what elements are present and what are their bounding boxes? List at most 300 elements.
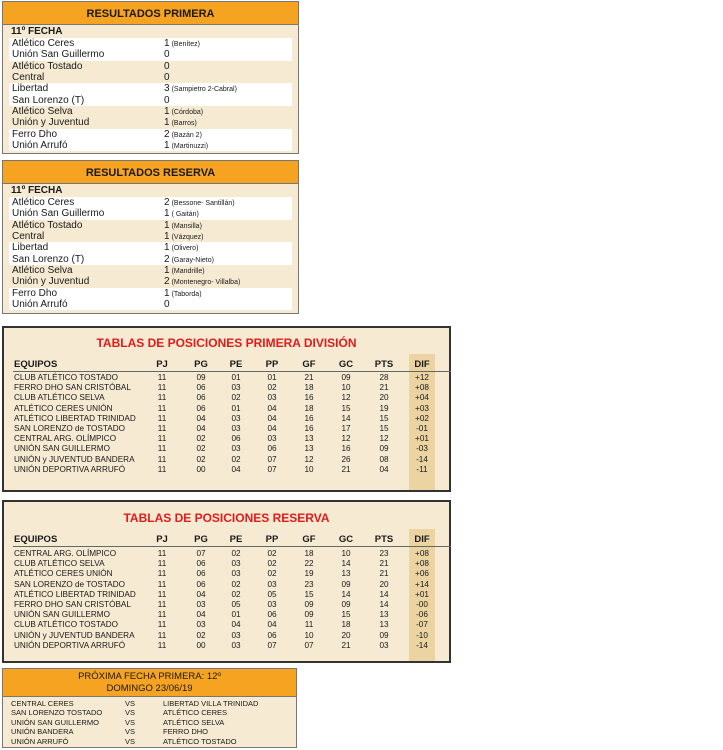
- stat-pg: 02: [196, 630, 206, 640]
- result-row: [9, 129, 292, 140]
- stat-gc: 21: [341, 464, 351, 474]
- stat-pe: 03: [231, 630, 241, 640]
- stat-pg: 00: [196, 464, 206, 474]
- column-header: GF: [302, 359, 316, 370]
- stat-pj: 11: [157, 610, 167, 620]
- tabla-reserva-title: TABLAS DE POSICIONES RESERVA: [123, 511, 330, 525]
- stat-gc: 09: [341, 600, 351, 609]
- stat-gc: 14: [341, 589, 351, 599]
- stat-pg: 04: [196, 424, 206, 433]
- stat-pts: 14: [379, 589, 389, 599]
- stat-dif: +01: [415, 434, 429, 444]
- stat-dif: +14: [415, 579, 429, 589]
- result-goals: [164, 83, 237, 95]
- stat-gf: 10: [304, 630, 314, 640]
- stat-pe: 06: [231, 434, 241, 444]
- proxima-fecha-header: [3, 669, 296, 697]
- goals-count: 2: [164, 253, 170, 265]
- stat-pg: 00: [196, 640, 206, 650]
- stat-pg: 06: [196, 579, 206, 589]
- stat-pe: 02: [231, 579, 241, 589]
- resultados-primera-list: [3, 38, 298, 151]
- stat-pj: 11: [157, 393, 167, 403]
- column-header: PTS: [374, 359, 394, 370]
- standings-row: [4, 434, 449, 444]
- stat-gc: 10: [341, 383, 351, 393]
- stat-pj: 11: [157, 454, 167, 464]
- stat-pe: 03: [231, 640, 241, 650]
- stat-gf: 16: [304, 393, 314, 403]
- stat-pg: 09: [196, 373, 206, 382]
- stat-pp: 07: [267, 464, 277, 474]
- scorers: (Córdoba): [171, 109, 204, 117]
- stat-pj: 11: [157, 579, 167, 589]
- header-divider: [13, 546, 451, 547]
- stat-pe: 02: [231, 454, 241, 464]
- resultados-reserva-fecha: 11º FECHA: [11, 185, 63, 196]
- scorers: (Mansilla): [171, 222, 202, 230]
- standings-row: [4, 641, 449, 651]
- stat-pp: 01: [267, 373, 277, 382]
- stat-pts: 20: [379, 393, 389, 403]
- result-goals: [164, 129, 202, 141]
- stat-pts: 04: [379, 464, 389, 474]
- standings-row: [4, 465, 449, 475]
- stat-gf: 10: [304, 464, 314, 474]
- goals-count: 1: [164, 117, 170, 129]
- stat-dif: +06: [415, 569, 429, 579]
- result-row: [9, 276, 292, 287]
- stat-pj: 11: [157, 600, 167, 609]
- team-name: Unión y Juventud: [12, 117, 90, 129]
- fixture-home: UNIÓN SAN GUILLERMO: [11, 717, 99, 727]
- stat-pts: 20: [379, 579, 389, 589]
- stat-pg: 04: [196, 589, 206, 599]
- fixture-away: FERRO DHO: [163, 727, 208, 737]
- stat-gf: 22: [304, 559, 314, 569]
- goals-count: 2: [164, 276, 170, 288]
- stat-dif: +08: [415, 383, 429, 393]
- stat-pe: 04: [231, 620, 241, 630]
- stat-gc: 12: [341, 434, 351, 444]
- stat-pj: 11: [157, 630, 167, 640]
- team-name: CENTRAL ARG. OLÍMPICO: [14, 434, 117, 444]
- team-name: Central: [12, 72, 45, 84]
- goals-count: 1: [164, 242, 170, 254]
- team-name: Atlético Ceres: [12, 38, 75, 49]
- goals-count: 1: [164, 208, 170, 220]
- stat-pj: 11: [157, 444, 167, 454]
- stat-dif: -10: [416, 630, 428, 640]
- proxima-fecha-date: DOMINGO 23/06/19: [106, 682, 193, 694]
- standings-row: [4, 444, 449, 454]
- stat-pg: 06: [196, 559, 206, 569]
- result-goals: [164, 299, 172, 311]
- stat-gc: 18: [341, 620, 351, 630]
- team-name: Atlético Selva: [12, 265, 73, 277]
- team-name: Ferro Dho: [12, 128, 58, 140]
- stat-pj: 11: [157, 559, 167, 569]
- stat-pe: 01: [231, 610, 241, 620]
- goals-count: 2: [164, 128, 170, 140]
- stat-gc: 16: [341, 444, 351, 454]
- stat-pj: 11: [157, 424, 167, 433]
- stat-pj: 11: [157, 413, 167, 423]
- scorers: (Benítez): [171, 41, 200, 48]
- stat-pp: 07: [267, 640, 277, 650]
- proxima-fecha-title: PRÓXIMA FECHA PRIMERA: 12º: [78, 671, 221, 682]
- result-goals: [164, 208, 199, 220]
- stat-pts: 09: [379, 630, 389, 640]
- stat-pg: 02: [196, 444, 206, 454]
- stat-pj: 11: [157, 569, 167, 579]
- column-header: EQUIPOS: [14, 359, 58, 370]
- fixture-away: ATLÉTICO SELVA: [163, 717, 225, 727]
- stat-pts: 09: [379, 444, 389, 454]
- stat-pts: 23: [379, 549, 389, 558]
- stat-pp: 03: [267, 393, 277, 403]
- column-header: DIF: [414, 359, 430, 370]
- team-name: Libertad: [12, 242, 49, 254]
- stat-dif: +08: [415, 549, 429, 558]
- goals-count: 1: [164, 140, 170, 152]
- fixture-home: UNIÓN BANDERA: [11, 727, 74, 737]
- goals-count: 0: [164, 94, 170, 106]
- stat-dif: -03: [416, 444, 428, 454]
- result-goals: [164, 38, 200, 50]
- stat-pe: 01: [231, 373, 241, 382]
- goals-count: 0: [164, 60, 170, 72]
- team-name: ATLÉTICO LIBERTAD TRINIDAD: [14, 589, 136, 599]
- result-row: [9, 288, 292, 299]
- stat-pts: 08: [379, 454, 389, 464]
- standings-row: [4, 580, 449, 590]
- result-goals: [164, 197, 235, 209]
- result-row: [9, 220, 292, 231]
- stat-gf: 13: [304, 444, 314, 454]
- column-header: EQUIPOS: [14, 534, 58, 545]
- stat-dif: -14: [416, 454, 428, 464]
- result-goals: [164, 106, 203, 118]
- tabla-reserva-panel: [2, 500, 451, 663]
- stat-pg: 03: [196, 620, 206, 630]
- fixture-vs: VS: [125, 708, 136, 718]
- stat-pe: 03: [231, 559, 241, 569]
- result-row: [9, 83, 292, 94]
- scorers: (Sampietro 2-Cabral): [171, 86, 237, 94]
- column-header: PTS: [374, 534, 394, 545]
- stat-pts: 21: [379, 569, 389, 579]
- stat-pp: 04: [267, 413, 277, 423]
- stat-gf: 18: [304, 403, 314, 413]
- result-row: [9, 95, 292, 106]
- stat-pe: 01: [231, 403, 241, 413]
- result-goals: [164, 242, 198, 254]
- result-goals: [164, 117, 197, 129]
- stat-gc: 10: [341, 549, 351, 558]
- stat-pg: 04: [196, 413, 206, 423]
- team-name: CLUB ATLÉTICO SELVA: [14, 559, 105, 569]
- column-header: GC: [338, 359, 354, 370]
- fixture-home: CENTRAL CERES: [11, 699, 74, 708]
- stat-pj: 11: [157, 403, 167, 413]
- stat-gc: 26: [341, 454, 351, 464]
- fixture-vs: VS: [125, 717, 136, 727]
- standings-row: [4, 393, 449, 403]
- stat-gc: 13: [341, 569, 351, 579]
- stat-pj: 11: [157, 434, 167, 444]
- stat-pg: 06: [196, 383, 206, 393]
- stat-gf: 13: [304, 434, 314, 444]
- team-name: ATLÉTICO CERES UNIÓN: [14, 403, 113, 413]
- stat-pp: 02: [267, 383, 277, 393]
- stat-gc: 15: [341, 610, 351, 620]
- team-name: UNIÓN SAN GUILLERMO: [14, 444, 110, 454]
- team-name: CLUB ATLÉTICO TOSTADO: [14, 373, 119, 382]
- stat-pts: 12: [379, 434, 389, 444]
- stat-pg: 04: [196, 610, 206, 620]
- stat-pp: 04: [267, 620, 277, 630]
- stat-pp: 03: [267, 434, 277, 444]
- result-goals: [164, 61, 172, 73]
- standings-row: [4, 559, 449, 569]
- team-name: San Lorenzo (T): [12, 253, 85, 265]
- stat-pe: 03: [231, 424, 241, 433]
- standings-row: [4, 590, 449, 600]
- stat-gf: 18: [304, 549, 314, 558]
- team-name: UNIÓN SAN GUILLERMO: [14, 610, 110, 620]
- stat-pts: 03: [379, 640, 389, 650]
- result-goals: [164, 231, 203, 243]
- column-header: PE: [229, 359, 243, 370]
- team-name: ATLÉTICO LIBERTAD TRINIDAD: [14, 413, 136, 423]
- stat-pj: 11: [157, 464, 167, 474]
- tabla-primera-panel: [2, 326, 451, 492]
- result-goals: [164, 140, 208, 152]
- stat-pp: 02: [267, 549, 277, 558]
- stat-dif: -01: [416, 424, 428, 433]
- goals-count: 2: [164, 197, 170, 208]
- stat-dif: -00: [416, 600, 428, 609]
- goals-count: 3: [164, 83, 170, 95]
- team-name: Atlético Tostado: [12, 60, 83, 72]
- stat-pts: 15: [379, 413, 389, 423]
- stat-pg: 02: [196, 434, 206, 444]
- result-row: [9, 254, 292, 265]
- scorers: (Bazán 2): [171, 131, 202, 139]
- stat-pg: 06: [196, 393, 206, 403]
- team-name: CLUB ATLÉTICO SELVA: [14, 393, 105, 403]
- stat-pp: 06: [267, 610, 277, 620]
- fixture-away: ATLÉTICO CERES: [163, 708, 228, 718]
- resultados-primera-title: RESULTADOS PRIMERA: [3, 2, 298, 25]
- scorers: (Barros): [171, 120, 197, 128]
- result-goals: [164, 288, 202, 300]
- column-header: PG: [194, 359, 208, 370]
- scorers: (Taborda): [171, 290, 202, 298]
- resultados-primera-fecha: 11º FECHA: [11, 26, 63, 37]
- stat-dif: -07: [416, 620, 428, 630]
- stat-dif: -11: [416, 464, 428, 474]
- stat-pj: 11: [157, 589, 167, 599]
- column-header: GF: [302, 534, 316, 545]
- stat-gf: 09: [304, 600, 314, 609]
- fixture-vs: VS: [125, 699, 136, 708]
- scorers: (Olivero): [171, 245, 199, 253]
- team-name: SAN LORENZO de TOSTADO: [14, 424, 126, 433]
- stat-pts: 15: [379, 424, 389, 433]
- stat-gc: 09: [341, 579, 351, 589]
- goals-count: 0: [164, 72, 170, 84]
- stat-dif: -14: [416, 640, 428, 650]
- goals-count: 1: [164, 231, 170, 243]
- stat-gc: 14: [341, 559, 351, 569]
- result-goals: [164, 95, 172, 107]
- stat-pp: 02: [267, 569, 277, 579]
- team-name: UNIÓN y JUVENTUD BANDERA: [14, 630, 135, 640]
- scorers: (Mandrille): [171, 268, 205, 276]
- stat-gc: 14: [341, 413, 351, 423]
- result-goals: [164, 49, 172, 61]
- fixture-away: LIBERTAD VILLA TRINIDAD: [163, 699, 259, 708]
- stat-pp: 06: [267, 630, 277, 640]
- stat-pp: 03: [267, 600, 277, 609]
- team-name: Central: [12, 231, 45, 243]
- result-row: [9, 49, 292, 60]
- stat-gf: 16: [304, 424, 314, 433]
- team-name: CLUB ATLÉTICO TOSTADO: [14, 620, 119, 630]
- stat-pe: 03: [231, 383, 241, 393]
- team-name: Unión Arrufó: [12, 299, 68, 311]
- standings-row: [4, 373, 449, 383]
- team-name: FERRO DHO SAN CRISTÓBAL: [14, 600, 131, 609]
- stat-gf: 07: [304, 640, 314, 650]
- stat-pts: 19: [379, 403, 389, 413]
- fixture-home: SAN LORENZO TOSTADO: [11, 708, 103, 718]
- stat-pe: 05: [231, 600, 241, 609]
- column-header: PJ: [156, 359, 168, 370]
- stat-pe: 03: [231, 444, 241, 454]
- tabla-primera-title: TABLAS DE POSICIONES PRIMERA DIVISIÓN: [96, 336, 357, 350]
- scorers: (Martinuzzi): [171, 143, 209, 151]
- result-row: [9, 299, 292, 310]
- stat-pp: 04: [267, 403, 277, 413]
- result-row: [9, 140, 292, 151]
- stat-pp: 05: [267, 589, 277, 599]
- standings-row: [4, 455, 449, 465]
- fixture-vs: VS: [125, 736, 136, 746]
- stat-dif: -06: [416, 610, 428, 620]
- stat-gc: 20: [341, 630, 351, 640]
- stat-gf: 19: [304, 569, 314, 579]
- proxima-fecha-panel: [2, 668, 297, 748]
- stat-pg: 06: [196, 569, 206, 579]
- stat-pp: 03: [267, 579, 277, 589]
- team-name: Ferro Dho: [12, 287, 58, 299]
- stat-gc: 15: [341, 403, 351, 413]
- result-row: [9, 265, 292, 276]
- result-goals: [164, 72, 172, 84]
- header-divider: [13, 371, 451, 372]
- stat-pp: 04: [267, 424, 277, 433]
- standings-row: [4, 414, 449, 424]
- column-header: PJ: [156, 534, 168, 545]
- standings-row: [4, 424, 449, 434]
- stat-pe: 02: [231, 589, 241, 599]
- stat-dif: +08: [415, 559, 429, 569]
- column-header: DIF: [414, 534, 430, 545]
- result-row: [9, 242, 292, 253]
- stat-pg: 07: [196, 549, 206, 558]
- column-header: GC: [338, 534, 354, 545]
- team-name: UNIÓN DEPORTIVA ARRUFÓ: [14, 464, 126, 474]
- stat-pp: 02: [267, 559, 277, 569]
- stat-gf: 21: [304, 373, 314, 382]
- fixture-vs: VS: [125, 727, 136, 737]
- stat-gc: 09: [341, 373, 351, 382]
- stat-dif: +03: [415, 403, 429, 413]
- stat-pe: 03: [231, 569, 241, 579]
- stat-pe: 03: [231, 413, 241, 423]
- team-name: Unión San Guillermo: [12, 49, 105, 61]
- stat-pts: 13: [379, 620, 389, 630]
- stat-pj: 11: [157, 373, 167, 382]
- team-name: Libertad: [12, 83, 49, 95]
- fixture-home: UNIÓN ARRUFÓ: [11, 736, 69, 746]
- result-row: [9, 117, 292, 128]
- result-goals: [164, 254, 214, 266]
- stat-dif: +02: [415, 413, 429, 423]
- standings-row: [4, 569, 449, 579]
- goals-count: 0: [164, 49, 170, 61]
- standings-row: [4, 620, 449, 630]
- result-goals: [164, 265, 205, 277]
- scorers: ( Gaitán): [171, 211, 199, 219]
- scorers: (Garay-Nieto): [171, 256, 214, 264]
- team-name: Unión Arrufó: [12, 140, 68, 152]
- stat-pts: 13: [379, 610, 389, 620]
- stat-pg: 06: [196, 403, 206, 413]
- standings-row: [4, 631, 449, 641]
- stat-pg: 02: [196, 454, 206, 464]
- fixture-row: [3, 737, 296, 747]
- team-name: FERRO DHO SAN CRISTÓBAL: [14, 383, 131, 393]
- team-name: San Lorenzo (T): [12, 94, 85, 106]
- column-header: PP: [265, 534, 279, 545]
- stat-gf: 11: [304, 620, 314, 630]
- resultados-reserva-panel: [2, 160, 299, 314]
- stat-dif: +01: [415, 589, 429, 599]
- result-goals: [164, 276, 240, 288]
- stat-pe: 02: [231, 393, 241, 403]
- team-name: Atlético Selva: [12, 106, 73, 118]
- stat-pj: 11: [157, 383, 167, 393]
- standings-row: [4, 404, 449, 414]
- team-name: UNIÓN DEPORTIVA ARRUFÓ: [14, 640, 126, 650]
- stat-gf: 23: [304, 579, 314, 589]
- stat-pg: 03: [196, 600, 206, 609]
- resultados-primera-panel: [2, 1, 299, 154]
- resultados-reserva-title: RESULTADOS RESERVA: [3, 161, 298, 184]
- stat-gf: 09: [304, 610, 314, 620]
- result-row: [9, 61, 292, 72]
- column-header: PP: [265, 359, 279, 370]
- team-name: Unión San Guillermo: [12, 208, 105, 220]
- result-row: [9, 38, 292, 49]
- stat-pp: 07: [267, 454, 277, 464]
- stat-gf: 16: [304, 413, 314, 423]
- stat-pj: 11: [157, 549, 167, 558]
